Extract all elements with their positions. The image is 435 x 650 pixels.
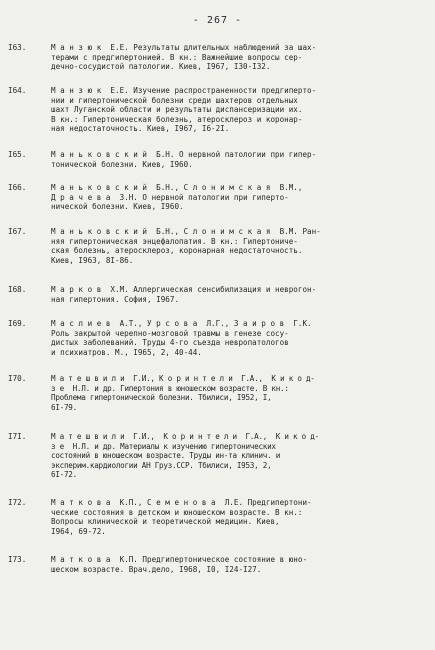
entry-line: нической болезни. Киев, I960. xyxy=(51,202,184,212)
entry-line: М а н з ю к Е.Е. Изучение распространенности предгиперто- xyxy=(51,86,317,95)
bib-entry xyxy=(8,432,428,480)
entry-line: и психиатров. М., I965, 2, 40-44. xyxy=(51,347,202,357)
bib-entry xyxy=(8,183,428,212)
entry-number: I7I. xyxy=(8,432,27,441)
page-number: - 267 - xyxy=(192,15,243,26)
entry-line: Роль закрытой черепно-мозговой травмы в генезе сосу- xyxy=(51,328,289,338)
entry-line: дистых заболеваний. Труды 4-го съезда невропатологов xyxy=(51,338,289,348)
entry-line: М а т к о в а К.П. Предгипертоническое состояние в юно- xyxy=(51,555,308,564)
entry-line: Проблема гипертонической болезни. Тбилиси, I952, I, xyxy=(51,393,272,403)
entry-line: М а т е ш в и л и Г.И., К о р и н т е л и Г.А., К и к о д- xyxy=(51,432,319,441)
entry-line: 6I-79. xyxy=(51,402,77,412)
entry-line: ная недостаточность. Киев, I967, I6-2I. xyxy=(51,124,230,134)
bib-entry xyxy=(8,86,428,134)
entry-line: 6I-72. xyxy=(51,470,77,480)
entry-line: М а н з ю к Е.Е. Результаты длительных наблюдений за шах- xyxy=(51,43,317,52)
entry-text xyxy=(51,43,428,72)
entry-line: состояний в юношеском возрасте. Труды ин-та клинич. и xyxy=(51,451,281,461)
entry-line: шеском возрасте. Врач.дело, I968, I0, I24-I27. xyxy=(51,564,262,574)
entry-line: В кн.: Гипертоническая болезнь, атеросклероз и коронар- xyxy=(51,114,303,124)
entry-line: эксперим.кардиологии АН Груз.ССР. Тбилиси, I953, 2, xyxy=(51,460,272,470)
entry-line: з е Н.Л. и др. Материалы к изучению гипертонических xyxy=(51,441,276,451)
bib-entry xyxy=(8,555,428,574)
entry-line: няя гипертоническая энцефалопатия. В кн.: Гипертониче- xyxy=(51,236,298,246)
entry-text xyxy=(51,498,428,536)
entry-line: М а с л и е в А.Т., У р с о в а Л.Г., З а и р о в Г.К. xyxy=(51,319,312,328)
bib-entry xyxy=(8,498,428,536)
entry-number: I67. xyxy=(8,227,27,236)
entry-text xyxy=(51,227,428,265)
entry-line: I964, 69-72. xyxy=(51,526,106,536)
entry-text xyxy=(51,374,428,412)
bib-entry xyxy=(8,319,428,357)
entry-line: ская болезнь, атеросклероз, коронарная недостаточность. xyxy=(51,246,303,256)
entry-number: I63. xyxy=(8,43,27,52)
entry-line: дечно-сосудистой патологии. Киев, I967, I30-I32. xyxy=(51,62,271,72)
entry-number: I65. xyxy=(8,150,27,159)
bib-entry xyxy=(8,227,428,265)
entry-line: ческие состояния в детском и юношеском возрасте. В кн.: xyxy=(51,507,303,517)
entry-line: Вопросы клинической и теоретической медицин. Киев, xyxy=(51,517,280,527)
bib-entry xyxy=(8,285,428,304)
entry-text xyxy=(51,86,428,134)
entry-text xyxy=(51,555,428,574)
entry-number: I66. xyxy=(8,183,27,192)
entry-line: терами с предгипертонией. В кн.: Важнейшие вопросы сер- xyxy=(51,52,303,62)
entry-line: Киев, I963, 8I-86. xyxy=(51,255,134,265)
entry-text xyxy=(51,285,428,304)
entry-line: ная гипертония. София, I967. xyxy=(51,294,180,304)
bib-entry xyxy=(8,150,428,169)
bib-entry xyxy=(8,43,428,72)
entry-line: М а р к о в Х.М. Аллергическая сенсибилизация и неврогон- xyxy=(51,285,317,294)
bib-entry xyxy=(8,374,428,412)
entry-line: з е Н.Л. и др. Гипертония в юношеском возрасте. В кн.: xyxy=(51,383,289,393)
entry-line: шахт Луганской области и результаты диспансеризации их. xyxy=(51,105,303,115)
entry-text xyxy=(51,183,428,212)
entry-text xyxy=(51,319,428,357)
entry-text xyxy=(51,150,428,169)
entry-line: М а н ь к о в с к и й Б.Н. О нервной патологии при гипер- xyxy=(51,150,317,159)
entry-number: I64. xyxy=(8,86,27,95)
entry-line: Д р а ч е в а З.Н. О нервной патологии при гиперто- xyxy=(51,192,289,202)
entry-line: М а т е ш в и л и Г.И., К о р и н т е л и Г.А., К и к о д- xyxy=(51,374,315,383)
entry-text xyxy=(51,432,428,480)
entry-number: I73. xyxy=(8,555,27,564)
entry-number: I69. xyxy=(8,319,27,328)
entry-number: I68. xyxy=(8,285,27,294)
entry-number: I72. xyxy=(8,498,27,507)
entry-line: М а н ь к о в с к и й Б.Н., С л о н и м с к а я В.М., xyxy=(51,183,303,192)
entry-line: нии и гипертонической болезни среди шахтеров отдельных xyxy=(51,95,298,105)
entry-number: I70. xyxy=(8,374,27,383)
entry-line: М а н ь к о в с к и й Б.Н., С л о н и м с к а я В.М. Ран- xyxy=(51,227,321,236)
entry-line: тонической болезни. Киев, I960. xyxy=(51,159,193,169)
entry-line: М а т к о в а К.П., С е м е н о в а Л.Е. Предгипертони- xyxy=(51,498,312,507)
